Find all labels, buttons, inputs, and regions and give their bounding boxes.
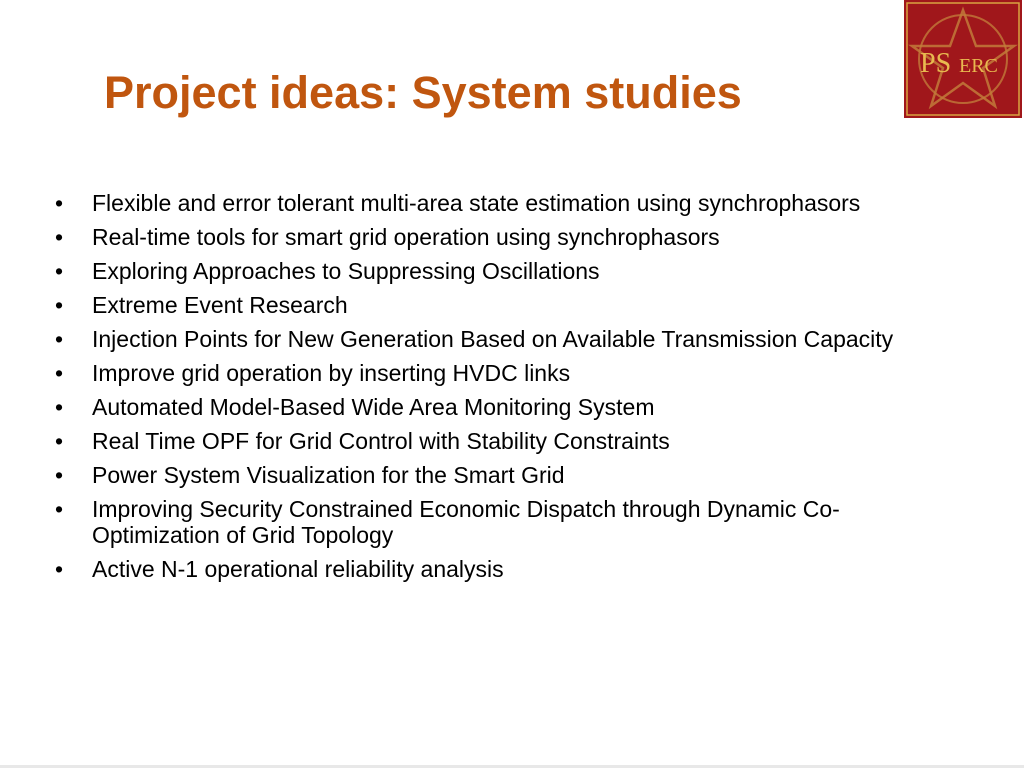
bullet-item [55, 190, 925, 216]
slide-title: Project ideas: System studies [104, 67, 742, 118]
bullet-item [55, 496, 925, 548]
pserc-logo [904, 0, 1022, 118]
bullet-text: Exploring Approaches to Suppressing Oscillations [92, 258, 600, 284]
bullet-glyph: • [55, 496, 64, 522]
bullet-text: Active N-1 operational reliability analysis [92, 556, 504, 582]
bullet-text: Improve grid operation by inserting HVDC links [92, 360, 571, 386]
bullet-item [55, 292, 925, 318]
logo-text-ps: PS [920, 48, 952, 79]
bullet-glyph: • [55, 326, 64, 352]
bullet-item [55, 326, 925, 352]
logo-text-erc: ERC [959, 55, 998, 77]
bullet-glyph: • [55, 292, 64, 318]
bullet-item [55, 394, 925, 420]
bullet-text: Real Time OPF for Grid Control with Stability Constraints [92, 428, 670, 454]
bullet-glyph: • [55, 224, 64, 250]
bullet-item [55, 258, 925, 284]
bullet-glyph: • [55, 258, 64, 284]
bullet-glyph: • [55, 428, 64, 454]
bullet-glyph: • [55, 462, 64, 488]
bullet-glyph: • [55, 556, 64, 582]
bullet-text: Flexible and error tolerant multi-area state estimation using synchrophasors [92, 190, 861, 216]
bullet-item [55, 224, 925, 250]
bullet-text: Real-time tools for smart grid operation using synchrophasors [92, 224, 720, 250]
bullet-item [55, 462, 925, 488]
bullet-text: Extreme Event Research [92, 292, 348, 318]
bullet-glyph: • [55, 190, 64, 216]
bullet-text: Improving Security Constrained Economic Dispatch through Dynamic Co-Optimization of Grid Topology [92, 496, 840, 548]
bullet-list [55, 190, 925, 590]
bullet-text: Power System Visualization for the Smart Grid [92, 462, 565, 488]
bullet-item [55, 360, 925, 386]
bullet-item [55, 428, 925, 454]
bullet-glyph: • [55, 360, 64, 386]
bullet-glyph: • [55, 394, 64, 420]
bullet-text: Automated Model-Based Wide Area Monitoring System [92, 394, 655, 420]
bullet-item [55, 556, 925, 582]
bullet-text: Injection Points for New Generation Based on Available Transmission Capacity [92, 326, 894, 352]
